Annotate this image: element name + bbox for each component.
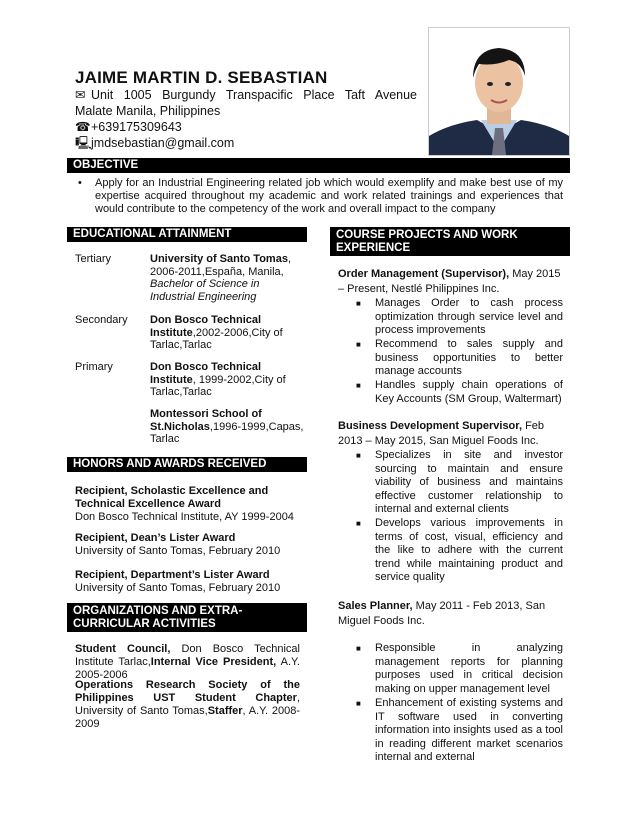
address-line-2: Malate Manila, Philippines bbox=[75, 104, 221, 118]
job-bullet: ■ Recommend to sales supply and business opportunities to better manage accounts bbox=[356, 338, 563, 377]
edu-entry-secondary: Don Bosco Technical Institute,2002-2006,City of Tarlac,Tarlac bbox=[150, 314, 283, 351]
education-heading: EDUCATIONAL ATTAINMENT bbox=[67, 227, 307, 242]
honors-heading: HONORS AND AWARDS RECEIVED bbox=[67, 457, 307, 472]
honor-item: Recipient, Dean’s Lister Award University of Santo Tomas, February 2010 bbox=[75, 532, 281, 557]
computer-icon: 🖳 bbox=[75, 136, 92, 150]
job-bullet: ■ Responsible in analyzing management reports for planning purposes used in critical decision making on upper management level bbox=[356, 642, 563, 695]
phone-line: ☎+639175309643 bbox=[75, 120, 182, 134]
projects-heading: COURSE PROJECTS AND WORK EXPERIENCE bbox=[330, 227, 570, 256]
job-title: Order Management (Supervisor), May 2015 – Present, Nestlé Philippines Inc. bbox=[338, 268, 561, 295]
edu-level-primary: Primary bbox=[75, 361, 113, 373]
contact-block bbox=[75, 87, 417, 151]
profile-photo bbox=[428, 27, 570, 156]
job-title: Business Development Supervisor, Feb 2013 – May 2015, San Miguel Foods Inc. bbox=[338, 420, 545, 447]
envelope-icon: ✉ bbox=[75, 88, 86, 102]
honor-item: Recipient, Scholastic Excellence and Technical Excellence Award Don Bosco Technical Institute, AY 1999-2004 bbox=[75, 485, 294, 523]
applicant-name: JAIME MARTIN D. SEBASTIAN bbox=[75, 68, 328, 87]
square-bullet-icon: ■ bbox=[356, 451, 361, 460]
honor-item: Recipient, Department’s Lister Award University of Santo Tomas, February 2010 bbox=[75, 569, 281, 594]
edu-level-secondary: Secondary bbox=[75, 314, 128, 326]
job-title: Sales Planner, May 2011 - Feb 2013, San Miguel Foods Inc. bbox=[338, 600, 546, 627]
square-bullet-icon: ■ bbox=[356, 299, 361, 308]
objective-heading: OBJECTIVE bbox=[67, 158, 570, 173]
bullet-icon: • bbox=[78, 177, 82, 189]
job-bullet: ■ Develops various improvements in terms of cost, visual, efficiency and the like to adhere with the current trend while maintaining product and service quality bbox=[356, 517, 563, 583]
square-bullet-icon: ■ bbox=[356, 340, 361, 349]
edu-entry-montessori: Montessori School of St.Nicholas,1996-1999,Capas, Tarlac bbox=[150, 408, 304, 445]
organizations-heading: ORGANIZATIONS AND EXTRA-CURRICULAR ACTIVITIES bbox=[67, 603, 307, 632]
job-bullet: ■ Manages Order to cash process optimization through service level and process improvements bbox=[356, 297, 563, 336]
edu-entry-tertiary: University of Santo Tomas, 2006-2011,España, Manila, Bachelor of Science in Industrial Engineering bbox=[150, 253, 291, 303]
edu-level-tertiary: Tertiary bbox=[75, 253, 112, 265]
square-bullet-icon: ■ bbox=[356, 644, 361, 653]
address-line-1: ✉ Unit 1005 Burgundy Transpacific Place Taft Avenue bbox=[75, 88, 417, 102]
phone-icon: ☎ bbox=[75, 120, 91, 134]
email-line: 🖳jmdsebastian@gmail.com bbox=[75, 136, 235, 150]
square-bullet-icon: ■ bbox=[356, 519, 361, 528]
job-bullet: ■ Handles supply chain operations of Key Accounts (SM Group, Waltermart) bbox=[356, 379, 563, 405]
job-bullet: ■ Enhancement of existing systems and IT software used in converting information into insights used as a tool in reading different market scenarios internal and external bbox=[356, 697, 563, 763]
square-bullet-icon: ■ bbox=[356, 699, 361, 708]
objective-text: • Apply for an Industrial Engineering related job which would exemplify and make best use of my expertise acquired throughout my academic and work related trainings and experiences that would contribute to the competency of the work and overall impact to the company bbox=[78, 177, 563, 215]
edu-entry-primary: Don Bosco Technical Institute, 1999-2002,City of Tarlac,Tarlac bbox=[150, 361, 286, 398]
job-bullet: ■ Specializes in site and investor sourcing to maintain and ensure viability of business and maintains effective customer relationship to internal and external clients bbox=[356, 449, 563, 515]
organization-item: Operations Research Society of the Philippines UST Student Chapter, University of Santo Tomas,Staffer, A.Y. 2008-2009 bbox=[75, 679, 300, 730]
square-bullet-icon: ■ bbox=[356, 381, 361, 390]
organization-item: Student Council, Don Bosco Technical Institute Tarlac,Internal Vice President, A.Y. 2005-2006 bbox=[75, 643, 300, 681]
